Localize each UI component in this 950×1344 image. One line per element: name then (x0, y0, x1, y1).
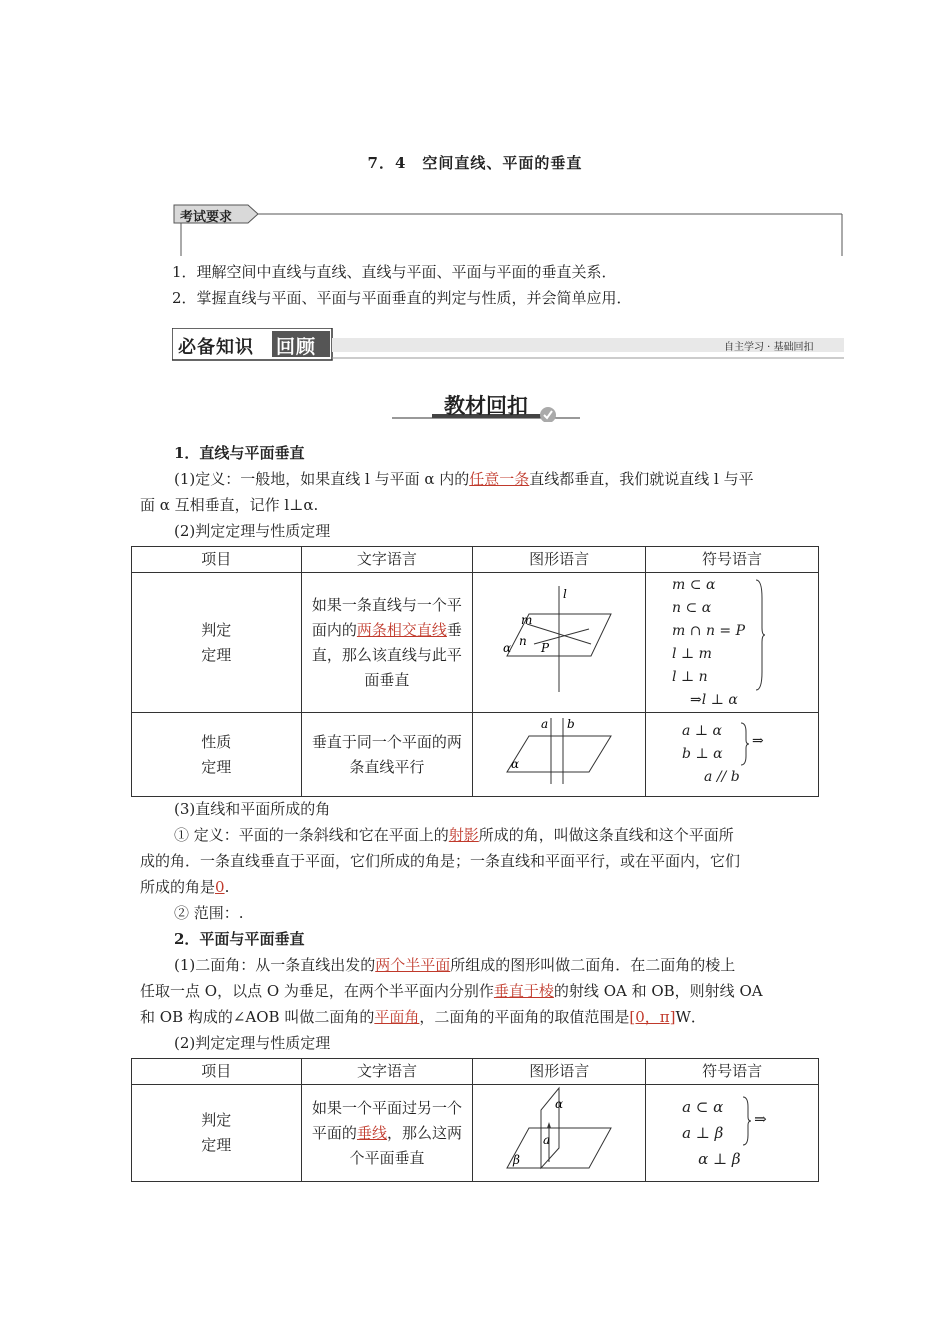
text: 直线都垂直，我们就说直线 l 与平 (529, 470, 754, 488)
row-item (132, 573, 302, 713)
table-header: 符号语言 (646, 1059, 819, 1085)
s1-heading: 1．直线与平面垂直 (174, 444, 305, 462)
figure-label: l (563, 586, 568, 601)
s1-paragraph-4 (140, 822, 815, 848)
row-item (132, 1085, 302, 1182)
figure-label: a (543, 1133, 551, 1147)
row-symbols (646, 1085, 819, 1182)
text: 性质 (201, 732, 232, 751)
perpendicular-planes-figure (499, 1086, 619, 1172)
row-symbols (646, 713, 819, 797)
figure-label: α (511, 756, 520, 771)
text: ，二面角的平面角的取值范围是 (419, 1008, 630, 1026)
answer-blank: 垂线 (356, 1123, 387, 1142)
text: (1)二面角：从一条直线出发的 (174, 956, 376, 974)
text: 如果一条直线与一个平面内的 (311, 595, 462, 639)
s1-paragraph-1-cont: 面 α 互相垂直，记作 l⊥α. (140, 496, 319, 514)
page-title: 7．4 空间直线、平面的垂直 (367, 154, 583, 172)
text: 所成的角，叫做这条直线和这个平面所 (478, 826, 734, 844)
text: 垂直，那么该直线与此平面垂直 (311, 620, 462, 689)
symbol-line: a ⊂ α (682, 1098, 724, 1116)
figure-label: n (519, 633, 527, 648)
row-figure (473, 1085, 646, 1182)
answer-blank: 平面角 (374, 1008, 420, 1026)
text: 和 OB 构成的∠AOB 叫做二面角的 (140, 1008, 375, 1026)
parallel-lines-figure (499, 716, 619, 786)
brace-icon (740, 722, 750, 766)
answer-blank: 任意一条 (469, 470, 530, 488)
s1-paragraph-2: (2)判定定理与性质定理 (174, 522, 331, 540)
row-text (301, 1085, 473, 1182)
plane-plane-theorem-table (131, 1058, 819, 1182)
row-symbols (646, 573, 819, 713)
s2-paragraph-1 (140, 952, 815, 978)
text: 任取一点 O，以点 O 为垂足，在两个半平面内分别作 (140, 982, 494, 1000)
line-plane-theorem-table (131, 546, 819, 797)
row-item (132, 713, 302, 797)
symbol-conclusion: ⇒l ⊥ α (690, 691, 738, 708)
figure-label: α (503, 640, 512, 655)
review-banner-right: 自主学习 · 基础回扣 (724, 342, 814, 353)
symbol-line: a ⊥ α (682, 723, 722, 739)
exam-requirement-label: 考试要求 (180, 210, 233, 225)
symbol-line: m ∩ n = P (672, 622, 746, 639)
symbol-line: m ⊂ α (672, 576, 716, 593)
s2-paragraph-1-cont (140, 978, 815, 1004)
text: ，那么这两个平面垂直 (349, 1123, 462, 1167)
exam-requirement-banner (172, 204, 844, 256)
table-header: 图形语言 (473, 1059, 646, 1085)
table-header: 文字语言 (301, 1059, 473, 1085)
text: 如果一个平面过另一个平面的 (311, 1098, 462, 1142)
exam-requirement-item: 1．理解空间中直线与直线、直线与平面、平面与平面的垂直关系． (172, 263, 617, 281)
exam-requirement-item: 2．掌握直线与平面、平面与平面垂直的判定与性质，并会简单应用． (172, 289, 632, 307)
symbol-conclusion: a // b (704, 769, 740, 785)
symbol-line: l ⊥ n (672, 668, 708, 685)
figure-label: P (541, 640, 550, 655)
answer-blank: 两条相交直线 (356, 620, 447, 639)
symbol-line: b ⊥ α (682, 746, 723, 762)
s2-paragraph-2: (2)判定定理与性质定理 (174, 1034, 331, 1052)
s2-paragraph-1-end (140, 1004, 815, 1030)
text: ① 定义：平面的一条斜线和它在平面上的 (174, 826, 449, 844)
symbol-line: a ⊥ β (682, 1124, 724, 1142)
figure-label: b (567, 716, 575, 731)
figure-label: α (555, 1097, 564, 1111)
figure-label: m (521, 612, 533, 627)
text: 判定 (201, 1111, 232, 1129)
text: . (224, 878, 230, 896)
text: 定理 (201, 645, 232, 664)
s1-paragraph-3: (3)直线和平面所成的角 (174, 800, 331, 818)
text: (1)定义：一般地，如果直线 l 与平面 α 内的 (174, 470, 470, 488)
review-banner-left: 必备知识 (178, 337, 254, 358)
s1-paragraph-4-end (140, 874, 815, 900)
answer-blank: 垂直于棱 (493, 982, 554, 1000)
text: 的射线 OA 和 OB，则射线 OA (553, 982, 763, 1000)
table-header: 项目 (132, 547, 302, 573)
exam-requirement-list (172, 259, 822, 311)
symbol-line: l ⊥ m (672, 645, 712, 662)
text: 判定 (201, 620, 232, 639)
implies-icon: ⇒ (752, 733, 764, 749)
text: W． (675, 1008, 706, 1026)
table-header: 图形语言 (473, 547, 646, 573)
table-header: 符号语言 (646, 547, 819, 573)
table-header: 项目 (132, 1059, 302, 1085)
symbol-conclusion: α ⊥ β (698, 1150, 741, 1168)
symbol-line: n ⊂ α (672, 599, 712, 616)
answer-blank: 射影 (448, 826, 479, 844)
section-title: 教材回扣 (444, 394, 528, 418)
table-header: 文字语言 (301, 547, 473, 573)
row-text: 垂直于同一个平面的两条直线平行 (301, 713, 473, 797)
text: 定理 (201, 757, 232, 776)
s1-paragraph-1 (140, 466, 815, 492)
answer-blank: [0，π] (629, 1008, 676, 1026)
text: 所组成的图形叫做二面角．在二面角的棱上 (450, 956, 736, 974)
answer-blank: 两个半平面 (375, 956, 451, 974)
brace-icon (742, 1096, 752, 1146)
s1-paragraph-4-cont: 成的角．一条直线垂直于平面，它们所成的角是；一条直线和平面平行，或在平面内，它们 (140, 852, 741, 870)
row-figure (473, 713, 646, 797)
answer-blank: 0 (215, 878, 225, 896)
brace-icon (754, 578, 766, 692)
implies-icon: ⇒ (754, 1110, 767, 1128)
figure-label: β (513, 1153, 521, 1167)
row-text (301, 573, 473, 713)
text: 定理 (201, 1136, 232, 1154)
text: 所成的角是 (140, 878, 216, 896)
figure-label: a (541, 716, 549, 731)
s1-paragraph-5: ② 范围：. (174, 904, 244, 922)
review-banner-boxed: 回顾 (276, 336, 317, 358)
row-figure (473, 573, 646, 713)
line-plane-figure (499, 584, 619, 694)
s2-heading: 2．平面与平面垂直 (174, 930, 305, 948)
